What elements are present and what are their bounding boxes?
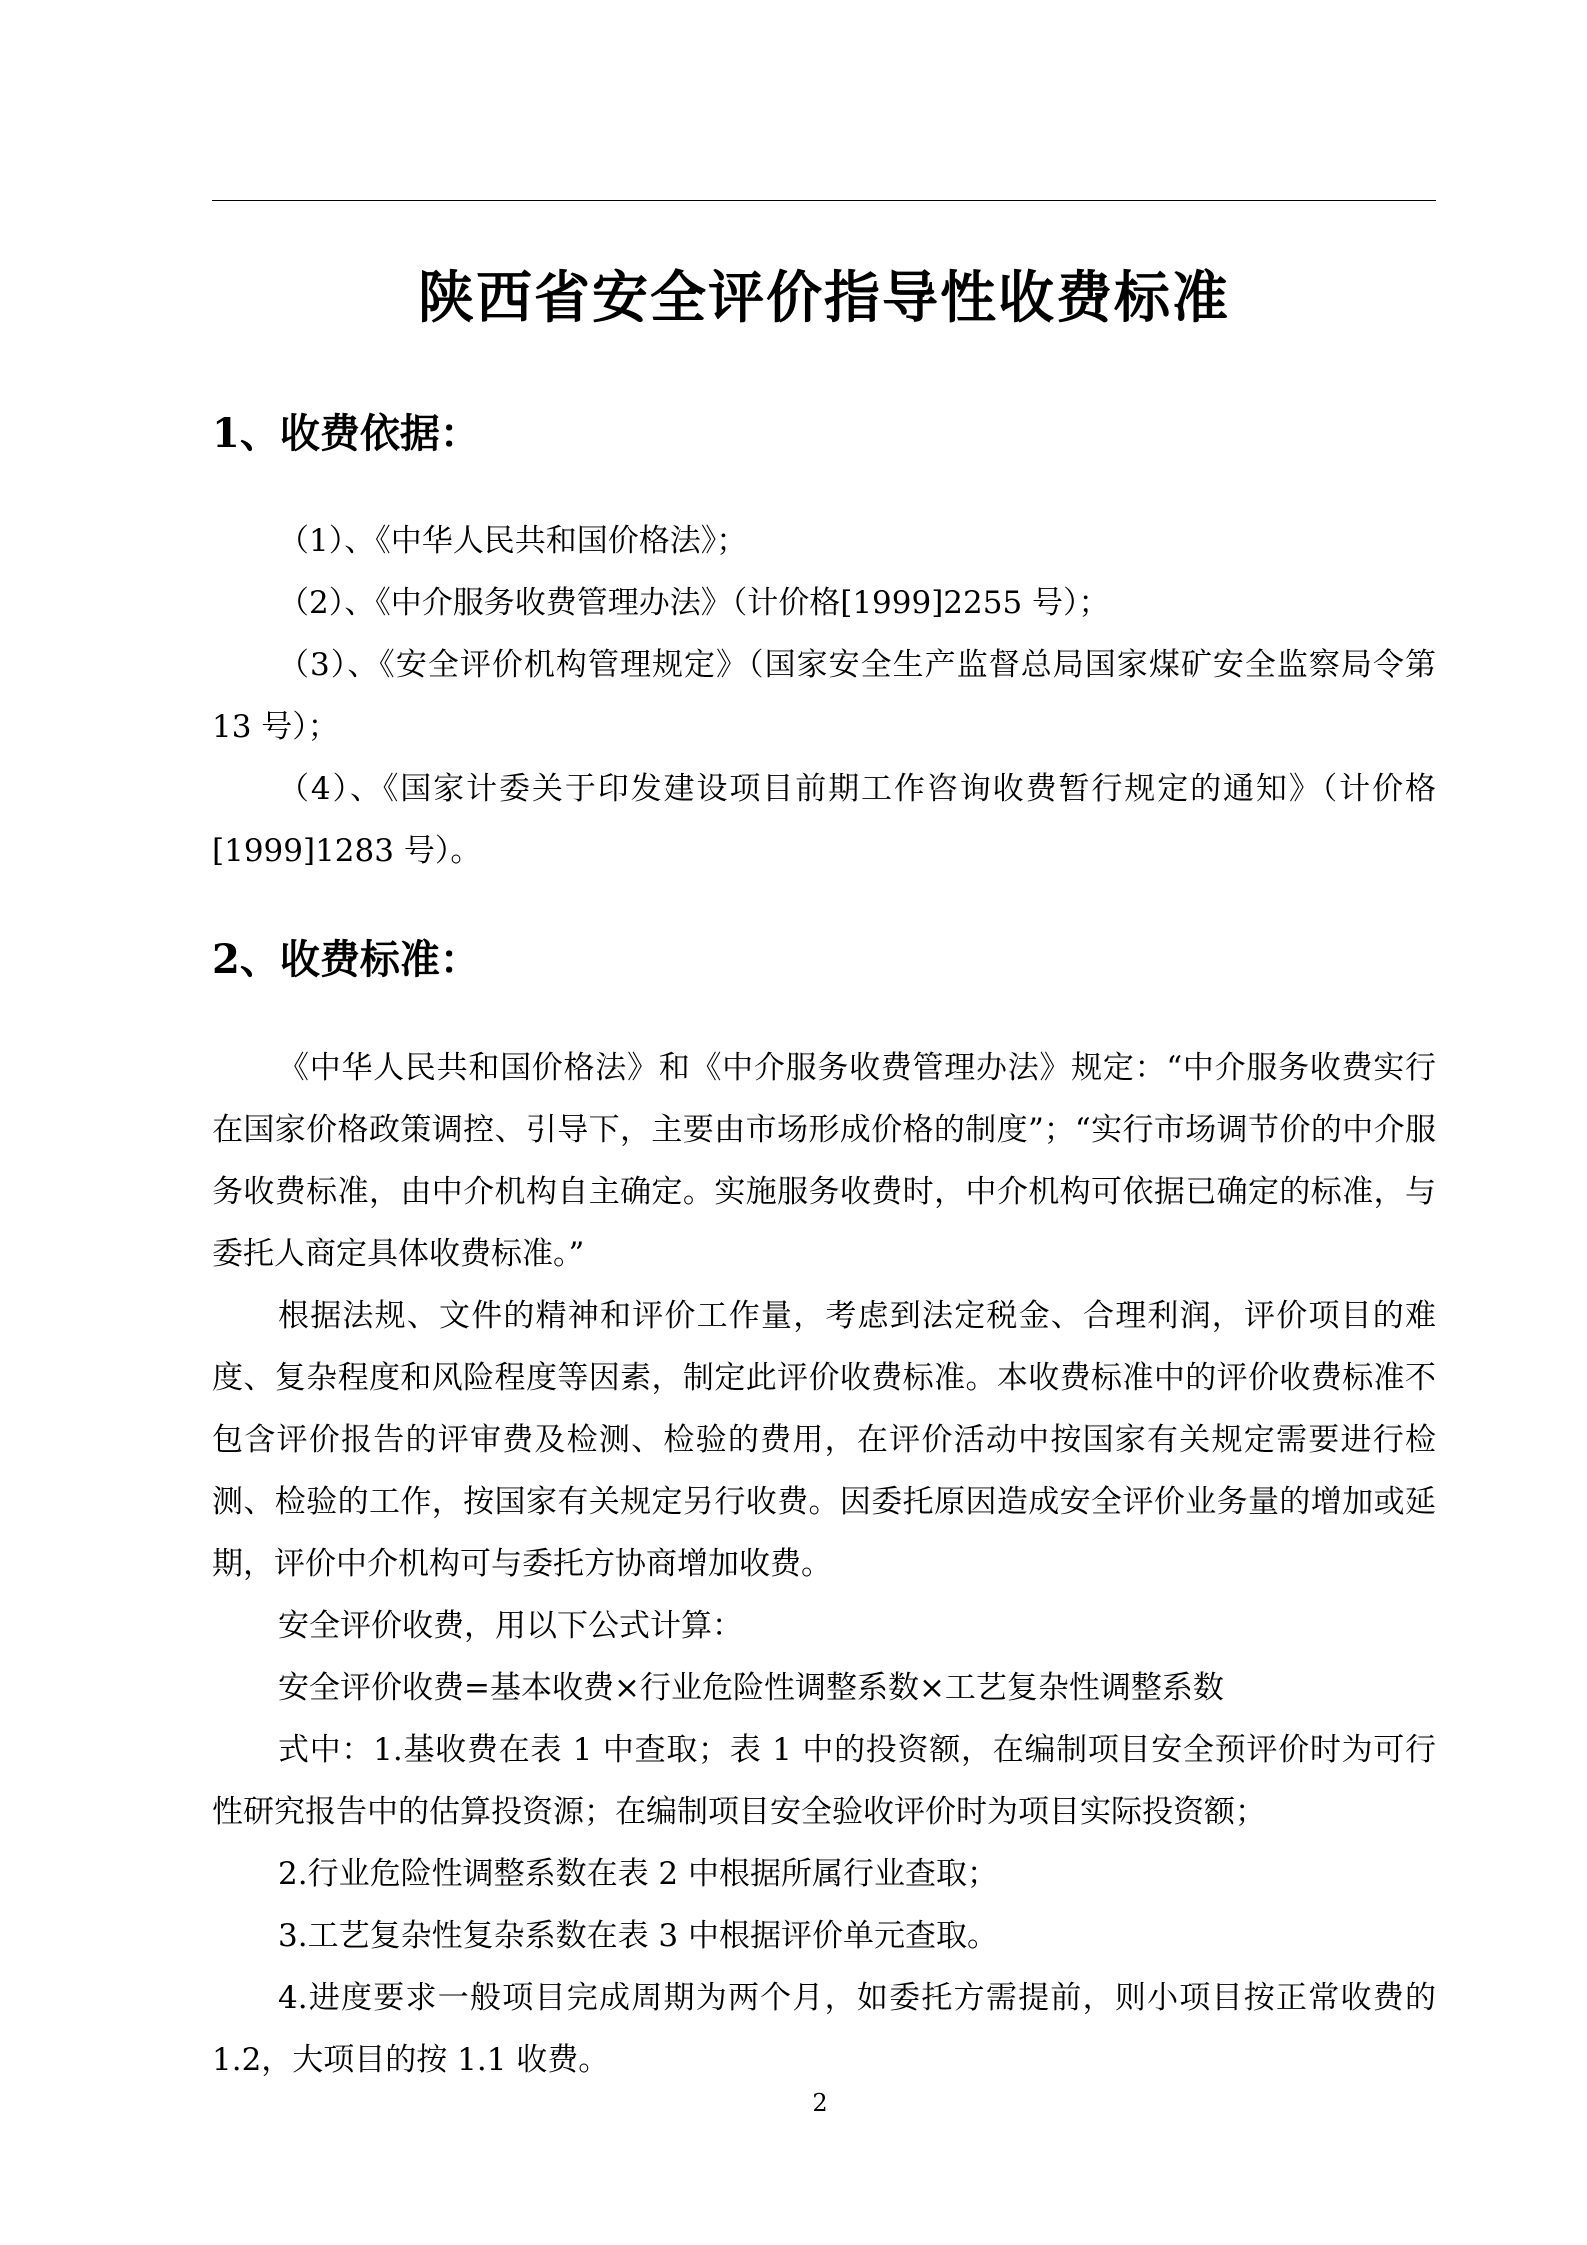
formula-note: 3.工艺复杂性复杂系数在表 3 中根据评价单元查取。 [278, 1918, 999, 1954]
basis-item: （3）、《安全评价机构管理规定》（国家安全生产监督总局国家煤矿安全监察局令第 13 号）； [212, 647, 1436, 745]
standard-paragraph: 根据法规、文件的精神和评价工作量，考虑到法定税金、合理利润，评价项目的难度、复杂程度和风险程度等因素，制定此评价收费标准。本收费标准中的评价收费标准不包含评价报告的评审费及检测、检验的费用，在评价活动中按国家有关规定需要进行检测、检验的工作，按国家有关规定另行收费。因委托原因造成安全评价业务量的增加或延期，评价中介机构可与委托方协商增加收费。 [212, 1298, 1436, 1582]
fee-formula: 安全评价收费=基本收费×行业危险性调整系数×工艺复杂性调整系数 [278, 1670, 1224, 1706]
formula-intro: 安全评价收费，用以下公式计算： [278, 1608, 743, 1644]
basis-item: （4）、《国家计委关于印发建设项目前期工作咨询收费暂行规定的通知》（计价格[1999]1283 号）。 [212, 771, 1436, 869]
document-title: 陕西省安全评价指导性收费标准 [418, 265, 1230, 331]
header-rule [212, 200, 1436, 201]
standard-paragraph: 《中华人民共和国价格法》和《中介服务收费管理办法》规定：“中介服务收费实行在国家价格政策调控、引导下，主要由市场形成价格的制度”；“实行市场调节价的中介服务收费标准，由中介机构自主确定。实施服务收费时，中介机构可依据已确定的标准，与委托人商定具体收费标准。” [212, 1050, 1436, 1272]
section-heading-basis: 1、收费依据： [212, 410, 480, 457]
page-number: 2 [812, 2089, 828, 2117]
section-heading-standard: 2、收费标准： [212, 936, 480, 983]
formula-note: 2.行业危险性调整系数在表 2 中根据所属行业查取； [278, 1856, 999, 1892]
formula-note: 4.进度要求一般项目完成周期为两个月，如委托方需提前，则小项目按正常收费的 1.2，大项目的按 1.1 收费。 [212, 1980, 1436, 2078]
basis-item: （1）、《中华人民共和国价格法》； [278, 523, 748, 559]
basis-item: （2）、《中介服务收费管理办法》（计价格[1999]2255 号）； [278, 585, 1110, 621]
formula-note: 式中：1.基收费在表 1 中查取；表 1 中的投资额，在编制项目安全预评价时为可行性研究报告中的估算投资源；在编制项目安全验收评价时为项目实际投资额； [212, 1732, 1436, 1830]
